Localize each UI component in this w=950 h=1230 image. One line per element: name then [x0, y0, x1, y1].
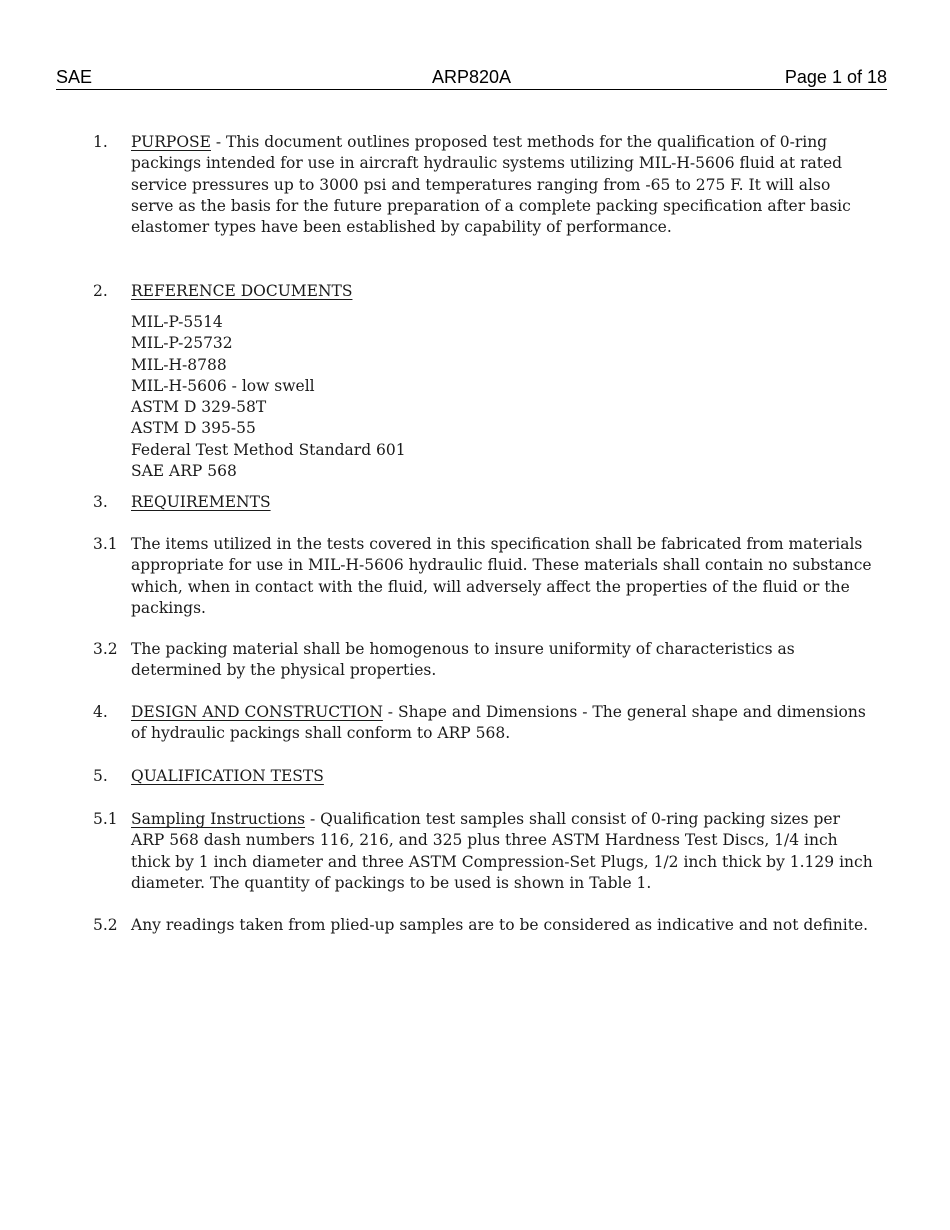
section-number: 2.	[93, 282, 108, 300]
section-heading-wrap	[131, 766, 876, 787]
section-heading: Sampling Instructions	[131, 810, 306, 828]
reference-item: MIL-P-5514	[131, 313, 223, 331]
section-heading-wrap	[131, 492, 876, 513]
header-doc-id: ARP820A	[431, 67, 512, 87]
header-page-number: Page 1 of 18	[784, 67, 887, 87]
section-number: 3.	[93, 493, 108, 511]
header-org: SAE	[56, 67, 93, 87]
reference-item: SAE ARP 568	[131, 462, 237, 481]
section-number: 4.	[93, 703, 108, 721]
section-heading: REQUIREMENTS	[131, 493, 271, 511]
section-body	[131, 702, 876, 745]
reference-item: ASTM D 329-58T	[131, 398, 267, 417]
page-header	[56, 67, 887, 90]
section-number: 3.1	[93, 535, 118, 553]
reference-item: MIL-P-25732	[131, 334, 233, 353]
reference-list	[131, 312, 406, 482]
section-number: 1.	[93, 133, 108, 151]
section-text: - Qualification test samples shall consist of 0-ring packing sizes per ARP 568 dash numbers 116, 216, and 325 plus three ASTM Hardness Test Discs, 1/4 inch thick by 1 inch diameter and three ASTM Compression-Set Plugs, 1/2 inch thick by 1.129 inch diameter. The quantity of packings to be used is shown in Table 1.	[131, 810, 873, 892]
section-text: - Shape and Dimensions - The general shape and dimensions of hydraulic packings shall conform to ARP 568.	[131, 703, 866, 743]
section-number: 5.1	[93, 810, 118, 828]
section-body	[131, 809, 876, 894]
section-text: - This document outlines proposed test methods for the qualification of 0-ring packings intended for use in aircraft hydraulic systems utilizing MIL-H-5606 fluid at rated service pressures up to 3000 psi and temperatures ranging from -65 to 275 F. It will also serve as the basis for the future preparation of a complete packing specification after basic elastomer types have been established by capability of performance.	[131, 133, 851, 237]
section-number: 5.	[93, 767, 108, 785]
section-heading: PURPOSE	[131, 133, 211, 151]
section-heading: REFERENCE DOCUMENTS	[131, 282, 353, 300]
reference-item: MIL-H-5606 - low swell	[131, 376, 315, 395]
section-heading: DESIGN AND CONSTRUCTION	[131, 703, 383, 721]
section-heading: QUALIFICATION TESTS	[131, 767, 324, 785]
reference-item: MIL-H-8788	[131, 355, 227, 374]
section-text: The packing material shall be homogenous to insure uniformity of characteristics as determined by the physical properties.	[131, 640, 795, 680]
section-number: 3.2	[93, 640, 118, 658]
section-body	[131, 132, 876, 238]
section-number: 5.2	[93, 916, 118, 934]
reference-item: Federal Test Method Standard 601	[131, 440, 406, 459]
section-text: Any readings taken from plied-up samples are to be considered as indicative and not definite.	[131, 916, 869, 934]
section-heading-wrap	[131, 281, 876, 302]
section-text: The items utilized in the tests covered in this specification shall be fabricated from materials appropriate for use in MIL-H-5606 hydraulic fluid. These materials shall contain no substance which, when in contact with the fluid, will adversely affect the properties of the fluid or the packings.	[131, 535, 872, 617]
reference-item: ASTM D 395-55	[131, 419, 256, 438]
